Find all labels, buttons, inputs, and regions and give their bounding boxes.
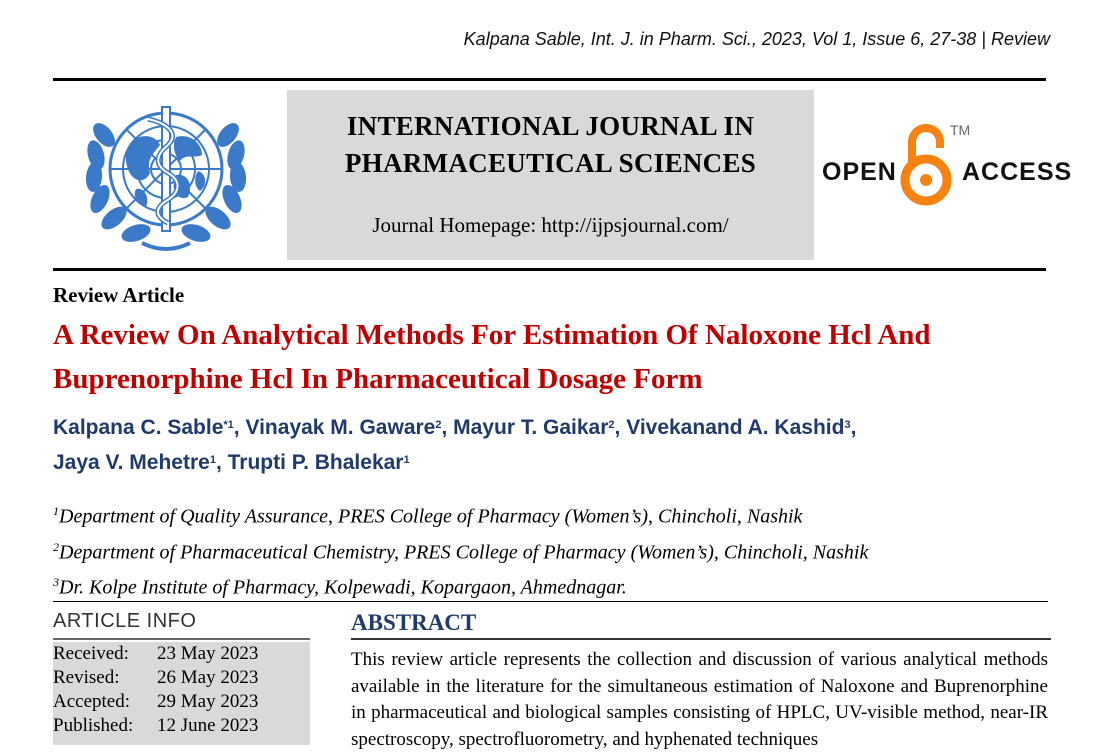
journal-name-line2: PHARMACEUTICAL SCIENCES [344, 148, 757, 178]
top-rule [53, 78, 1046, 81]
running-head: Kalpana Sable, Int. J. in Pharm. Sci., 2023, Vol 1, Issue 6, 27-38 | Review [463, 29, 1050, 49]
affiliation-item: $^1$Department of Quality Assurance, PRES College of Pharmacy (Women’s), Chincholi, Nashik [53, 504, 803, 528]
trademark-mark: TM [950, 122, 971, 138]
author-sup: 2 [435, 419, 442, 431]
affiliation-item: $^3$Dr. Kolpe Institute of Pharmacy, Kolpewadi, Kopargaon, Ahmednagar. [53, 575, 627, 599]
author-line-1: Kalpana C. Sable$^{*1}$, Vinayak M. Gaware$^2$, Mayur T. Gaikar$^2$, Vivekanand A. Kashid$^3$, [53, 416, 857, 439]
author-name[interactable]: Vinayak M. Gaware [245, 416, 436, 439]
author-name[interactable]: Kalpana C. Sable [53, 416, 224, 439]
un-emblem-caduceus-icon [68, 93, 264, 263]
article-info-heading: ARTICLE INFO [53, 610, 197, 632]
author-line-2: Jaya V. Mehetre$^1$, Trupti P. Bhalekar$^1$ [53, 451, 410, 474]
author-name[interactable]: Mayur T. Gaikar [453, 416, 609, 439]
abstract-text: This review article represents the collection and discussion of various analytical methods available in the literature for the simultaneous estimation of Naloxone and Buprenorphine in pharmaceutical and biological samples consisting of HPLC, UV-visible method, near-IR spectroscopy, spectrofluorometry, and hyphenated techniques [351, 649, 1048, 750]
abstract-rule [351, 638, 1051, 640]
article-title-line1: A Review On Analytical Methods For Estimation Of Naloxone Hcl And [53, 319, 931, 351]
section-divider [53, 601, 1048, 602]
author-sup: 1 [209, 454, 216, 466]
author-sup: 3 [844, 419, 851, 431]
author-list [53, 410, 1063, 480]
article-info-box: Received: 23 May 2023 Revised: 26 May 2023 Accepted: 29 May 2023 Published: 12 June 2023 [53, 642, 310, 745]
author-name[interactable]: Trupti P. Bhalekar [227, 451, 404, 474]
open-access-lock-icon [898, 120, 954, 208]
abstract-heading: ABSTRACT [351, 610, 477, 635]
journal-name-line1: INTERNATIONAL JOURNAL IN [346, 111, 755, 141]
access-label: ACCESS [962, 158, 1073, 186]
author-sup: *1 [223, 419, 234, 431]
article-title [53, 313, 1053, 401]
journal-name [287, 108, 814, 182]
journal-masthead [287, 90, 814, 260]
affiliation-item: $^2$Department of Pharmaceutical Chemistry, PRES College of Pharmacy (Women’s), Chincholi, Nashik [53, 539, 869, 564]
open-access-logo [822, 118, 1073, 210]
author-sup: 2 [608, 419, 615, 431]
author-name[interactable]: Jaya V. Mehetre [53, 451, 210, 474]
open-label: OPEN [822, 158, 897, 186]
masthead-bottom-rule [53, 268, 1046, 271]
article-info-rule [53, 638, 310, 640]
journal-homepage[interactable]: Journal Homepage: http://ijpsjournal.com/ [372, 213, 729, 237]
article-title-line2: Buprenorphine Hcl In Pharmaceutical Dosage Form [53, 363, 703, 395]
affiliations [53, 496, 1053, 603]
author-sup: 1 [403, 454, 410, 466]
article-type: Review Article [53, 283, 185, 307]
author-name[interactable]: Vivekanand A. Kashid [626, 416, 845, 439]
